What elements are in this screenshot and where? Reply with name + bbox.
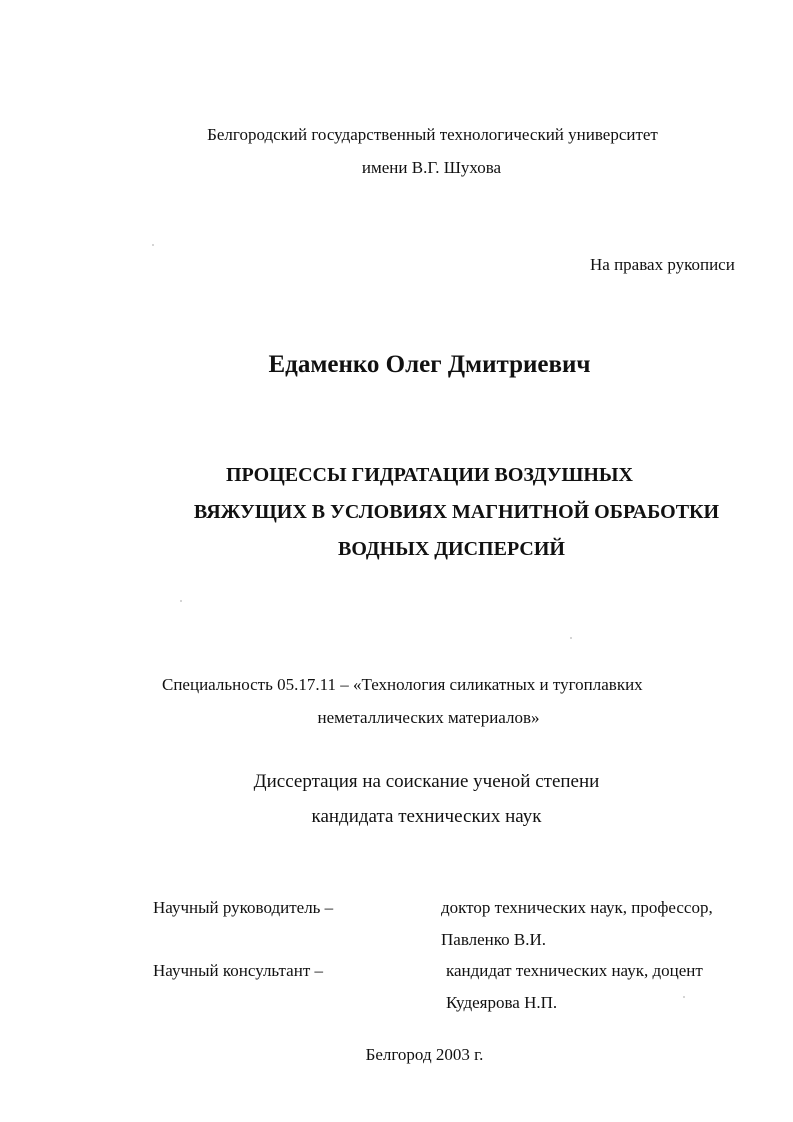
- consultant-label: Научный консультант –: [153, 961, 323, 980]
- thesis-title-line-3: ВОДНЫХ ДИСПЕРСИЙ: [338, 538, 565, 560]
- university-honorific: имени В.Г. Шухова: [361, 158, 502, 177]
- consultant-name: Кудеярова Н.П.: [446, 993, 558, 1012]
- dissertation-line-2: кандидата технических наук: [311, 806, 542, 827]
- university-name: Белгородский государственный технологический университет: [207, 125, 658, 144]
- scan-speck: [683, 996, 685, 998]
- thesis-title-line-1: ПРОЦЕССЫ ГИДРАТАЦИИ ВОЗДУШНЫХ: [226, 464, 633, 486]
- supervisor-label: Научный руководитель –: [153, 898, 334, 917]
- city-year: Белгород 2003 г.: [365, 1045, 484, 1064]
- specialty-line-1: Специальность 05.17.11 – «Технология силикатных и тугоплавких: [162, 675, 643, 694]
- supervisor-degree: доктор технических наук, профессор,: [441, 898, 713, 917]
- thesis-title-line-2: ВЯЖУЩИХ В УСЛОВИЯХ МАГНИТНОЙ ОБРАБОТКИ: [193, 501, 720, 523]
- scan-speck: [570, 637, 572, 639]
- author-name: Едаменко Олег Дмитриевич: [268, 351, 591, 378]
- manuscript-note: На правах рукописи: [590, 255, 735, 274]
- supervisor-name: Павленко В.И.: [441, 930, 547, 949]
- scan-speck: [180, 600, 182, 602]
- dissertation-line-1: Диссертация на соискание ученой степени: [253, 771, 600, 792]
- scan-speck: [152, 244, 154, 246]
- consultant-degree: кандидат технических наук, доцент: [446, 961, 703, 980]
- specialty-line-2: неметаллических материалов»: [317, 708, 540, 727]
